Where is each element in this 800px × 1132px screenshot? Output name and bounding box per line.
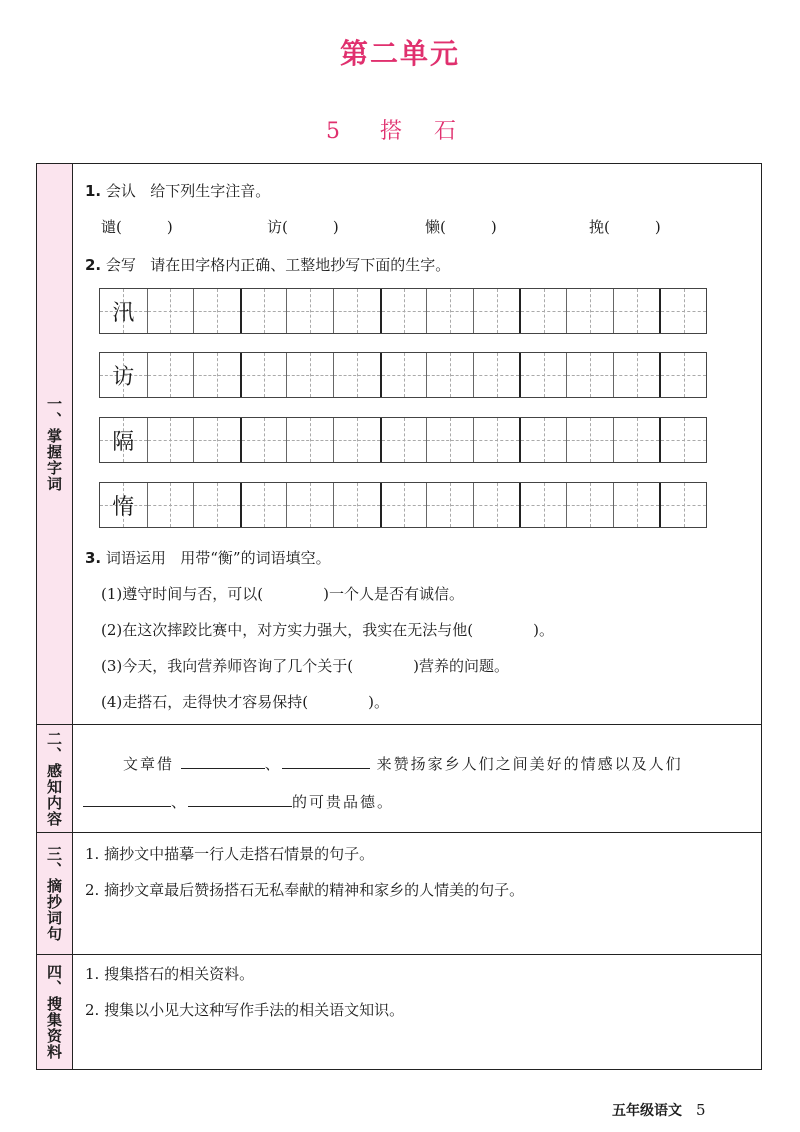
excerpt-task: 2. 摘抄文章最后赞扬搭石无私奉献的精神和家乡的人情美的句子。 [85, 881, 525, 899]
lesson-number: 5 [325, 119, 344, 144]
pinyin-item[interactable]: 谴( ) [101, 218, 173, 236]
comprehension-line-2: 、 的可贵品德。 [83, 791, 394, 812]
question-2: 2. 会写 请在田字格内正确、工整地抄写下面的生字。 [85, 256, 451, 274]
grid-cell [100, 289, 147, 333]
subject-label: 五年级语文 [612, 1103, 682, 1119]
fill-blank-item[interactable]: (4)走搭石，走得快才容易保持( )。 [101, 693, 389, 711]
section-research [37, 955, 761, 1069]
pinyin-item[interactable]: 挽( ) [589, 218, 661, 236]
section-content [73, 164, 761, 724]
section-label: 三、摘抄词句 [45, 845, 63, 942]
model-character: 隔 [112, 430, 135, 455]
model-character: 访 [112, 365, 135, 390]
answer-blank[interactable] [83, 792, 171, 807]
page-number: 5 [696, 1101, 706, 1119]
worksheet-table [36, 163, 762, 1070]
pinyin-item[interactable]: 访( ) [267, 218, 339, 236]
question-3: 3. 词语运用 用带“衡”的词语填空。 [85, 549, 331, 567]
tianzige-grid[interactable] [99, 482, 707, 528]
tianzige-grid[interactable] [99, 352, 707, 398]
tianzige-grid[interactable] [99, 417, 707, 463]
section-vocabulary [37, 164, 761, 725]
fill-blank-item[interactable]: (3)今天，我向营养师咨询了几个关于( )营养的问题。 [101, 657, 509, 675]
fill-blank-item[interactable]: (1)遵守时间与否，可以( )一个人是否有诚信。 [101, 585, 464, 603]
excerpt-task: 1. 摘抄文中描摹一行人走搭石情景的句子。 [85, 845, 375, 863]
tianzige-grid[interactable] [99, 288, 707, 334]
section-label-cell [37, 955, 73, 1069]
answer-blank[interactable] [188, 792, 292, 807]
section-label-cell [37, 164, 73, 724]
grid-cell [100, 353, 147, 397]
section-content [73, 725, 761, 832]
answer-blank[interactable] [181, 754, 265, 769]
lesson-name-char: 石 [434, 119, 461, 144]
lesson-title [0, 114, 800, 145]
page-footer [612, 1100, 706, 1120]
model-character: 惰 [112, 495, 135, 520]
fill-blank-item[interactable]: (2)在这次摔跤比赛中，对方实力强大，我实在无法与他( )。 [101, 621, 554, 639]
section-label-cell [37, 833, 73, 954]
section-label: 二、感知内容 [45, 730, 63, 827]
grid-cell [100, 418, 147, 462]
research-task: 2. 搜集以小见大这种写作手法的相关语文知识。 [85, 1001, 405, 1019]
section-label-cell [37, 725, 73, 832]
question-1: 1. 会认 给下列生字注音。 [85, 182, 271, 200]
section-content [73, 955, 761, 1069]
unit-title: 第二单元 [339, 37, 460, 70]
section-label: 四、搜集资料 [45, 964, 63, 1060]
comprehension-line-1: 文章借 、 来赞扬家乡人们之间美好的情感以及人们 [123, 755, 683, 773]
grid-cell [100, 483, 147, 527]
model-character: 汛 [112, 301, 135, 326]
answer-blank[interactable] [282, 754, 370, 769]
research-task: 1. 搜集搭石的相关资料。 [85, 965, 255, 983]
section-excerpts [37, 833, 761, 955]
section-label: 一、掌握字词 [45, 396, 63, 492]
lesson-name [366, 119, 474, 144]
section-content [73, 833, 761, 954]
section-comprehension [37, 725, 761, 833]
lesson-name-char: 搭 [379, 119, 406, 144]
pinyin-item[interactable]: 懒( ) [425, 218, 497, 236]
